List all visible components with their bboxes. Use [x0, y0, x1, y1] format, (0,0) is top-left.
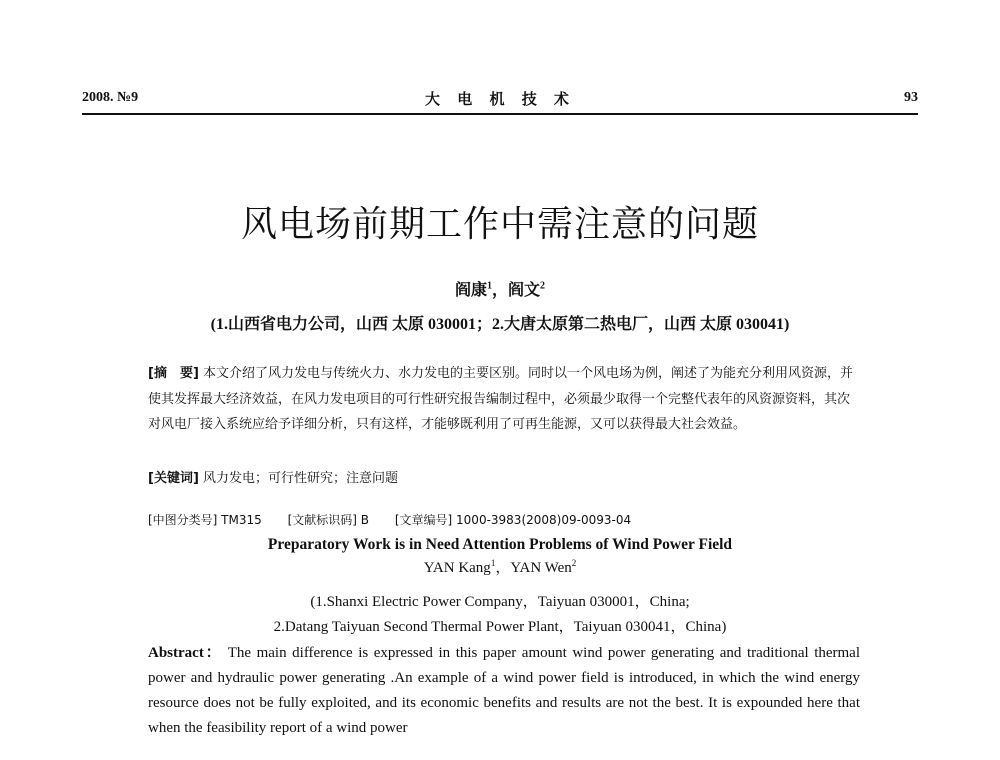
page-number: 93: [904, 90, 918, 105]
issue-number: 2008. №9: [82, 90, 139, 105]
author-2: 阎文: [508, 282, 541, 299]
article-number: [文章编号] 1000-3983(2008)09-0093-04: [394, 513, 632, 527]
author-en-1-sup: 1: [490, 558, 496, 568]
author-separator: ，: [491, 282, 508, 299]
author-en-separator: ，: [495, 560, 511, 576]
abstract-cn-label: [摘 要]: [148, 366, 199, 381]
journal-name: 大 电 机 技 术: [425, 90, 575, 108]
affiliation-en-2: 2.Datang Taiyuan Second Thermal Power Plant，Taiyuan 030041，China): [273, 619, 727, 635]
authors-cn: [0, 277, 1000, 300]
abstract-cn-text: 本文介绍了风力发电与传统火力、水力发电的主要区别。同时以一个风电场为例，阐述了为能充分利用风资源，并使其发挥最大经济效益，在风力发电项目的可行性研究报告编制过程中，必须最少取得一个完整代表年的风资源资料，其次对风电厂接入系统应给予详细分析，只有这样，才能够既利用了可再生能源，又可以获得最大社会效益。: [148, 366, 854, 432]
author-en-1: YAN Kang: [423, 560, 491, 576]
header-rule: [82, 113, 918, 115]
affiliation-cn: (1.山西省电力公司，山西 太原 030001；2.大唐太原第二热电厂，山西 太原 030041): [210, 316, 790, 333]
paper-title-cn: 风电场前期工作中需注意的问题: [240, 204, 759, 245]
authors-en: [0, 556, 1000, 577]
author-1: 阎康: [454, 282, 487, 299]
abstract-en-text: The main difference is expressed in this paper amount wind power generating and traditional thermal power and hydraulic power generating .An example of a wind power field is introduced, in which the wind energy resource does not be fully exploited, and its economic benefits and results are not the best. It is expounded here that when the feasibility report of a wind power: [148, 645, 861, 736]
affiliation-en-1: (1.Shanxi Electric Power Company，Taiyuan 030001，China;: [310, 594, 690, 610]
keywords-cn-label: [关键词]: [148, 471, 199, 486]
author-en-2: YAN Wen: [510, 560, 572, 576]
author-en-2-sup: 2: [571, 558, 577, 568]
classification-line: [148, 511, 860, 528]
abstract-en-label: Abstract：: [148, 645, 223, 661]
paper-title-en: Preparatory Work is in Need Attention Problems of Wind Power Field: [267, 536, 733, 553]
author-1-sup: 1: [486, 280, 492, 292]
clc-number: [中图分类号] TM315: [148, 513, 262, 527]
abstract-cn: [148, 361, 860, 438]
keywords-cn: [148, 467, 860, 486]
author-2-sup: 2: [540, 280, 546, 292]
document-code: [文献标识码] B: [287, 513, 370, 527]
keywords-cn-text: 风力发电；可行性研究；注意问题: [203, 471, 399, 486]
running-header: [82, 86, 918, 112]
abstract-en: [148, 641, 860, 741]
